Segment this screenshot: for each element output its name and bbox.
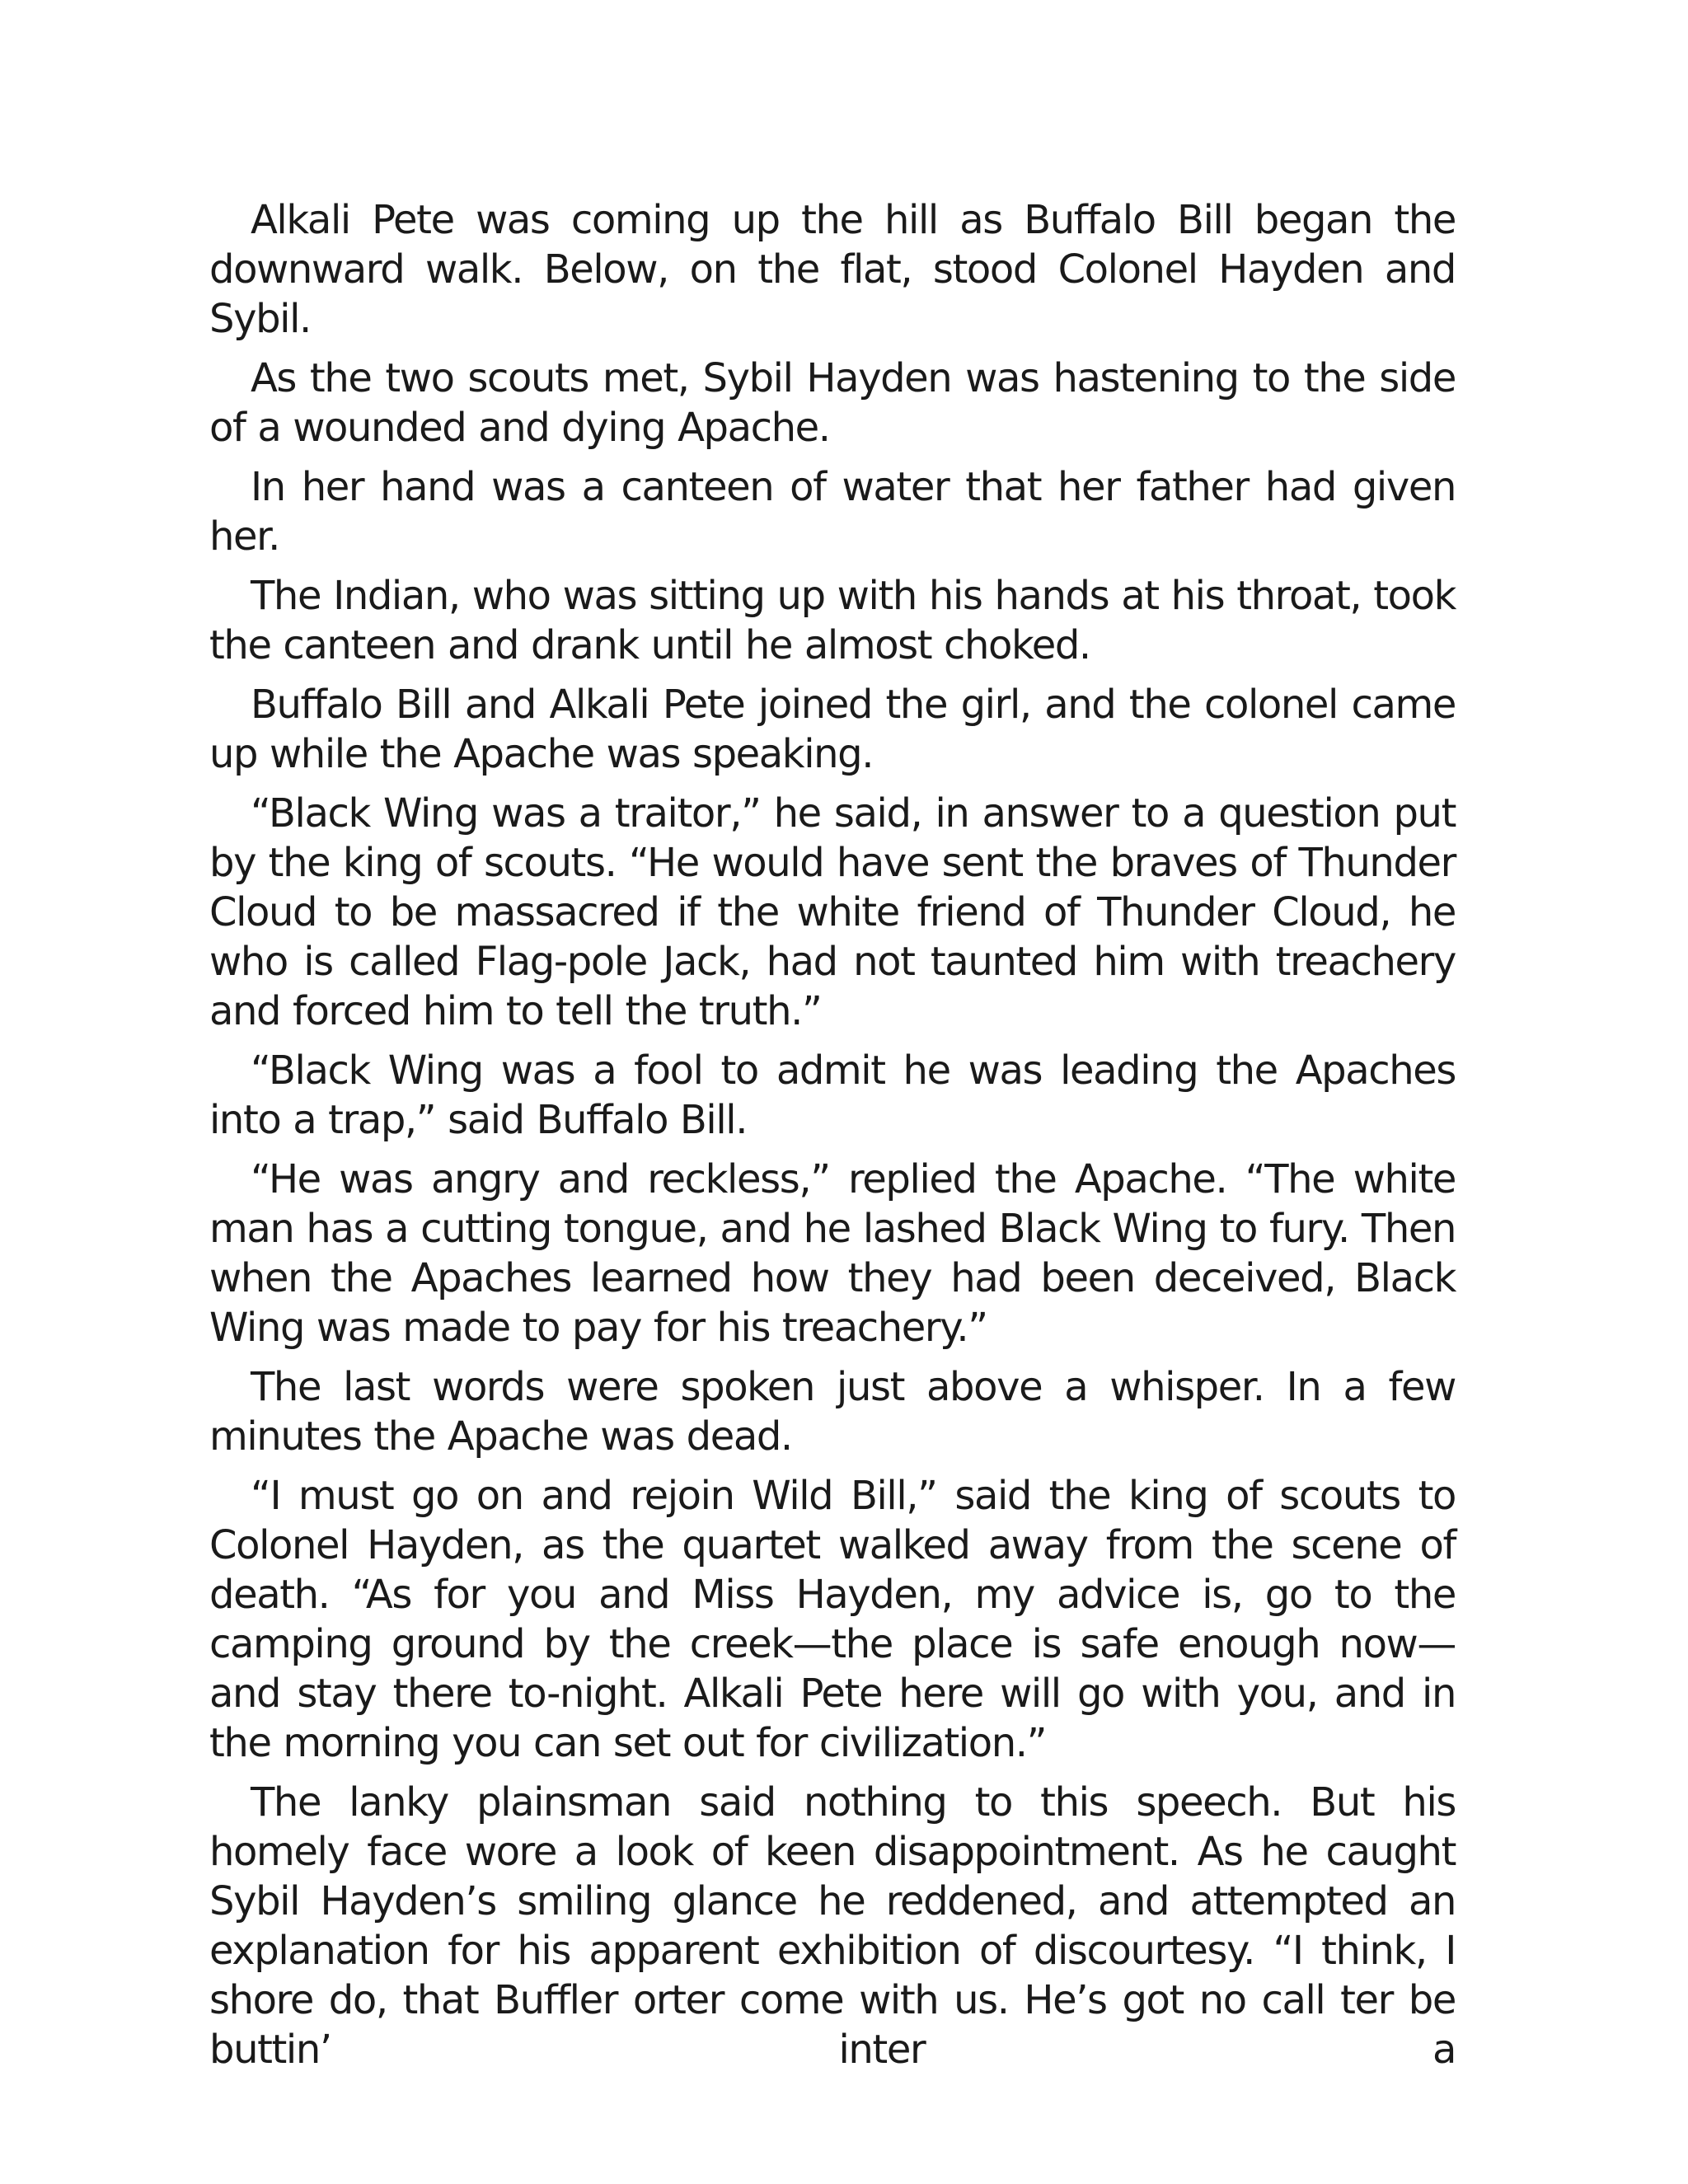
paragraph: The last words were spoken just above a whisper. In a few minutes the Apache was dead. (209, 1364, 1456, 1460)
paragraph: Alkali Pete was coming up the hill as Buffalo Bill began the downward walk. Below, on the flat, stood Colonel Hayden and Sybil. (209, 197, 1456, 342)
paragraph: “I must go on and rejoin Wild Bill,” said the king of scouts to Colonel Hayden, as the quartet walked away from the scene of death. “As for you and Miss Hayden, my advice is, go to the camping ground by the creek—the place is safe enough now—and stay there to-night. Alkali Pete here will go with you, and in the morning you can set out for civilization.” (209, 1473, 1456, 1766)
book-page (209, 195, 1456, 2074)
paragraph: “He was angry and reckless,” replied the Apache. “The white man has a cutting tongue, and he lashed Black Wing to fury. Then when the Apaches learned how they had been deceived, Black Wing was made to pay for his treachery.” (209, 1156, 1456, 1351)
paragraph: The Indian, who was sitting up with his hands at his throat, took the canteen and drank until he almost choked. (209, 573, 1456, 668)
paragraph: The lanky plainsman said nothing to this speech. But his homely face wore a look of keen disappointment. As he caught Sybil Hayden’s smiling glance he reddened, and attempted an explanation for his apparent exhibition of discourtesy. “I think, I shore do, that Buffler orter come with us. He’s got no call ter be buttin’ inter a (209, 1779, 1456, 2073)
paragraph: As the two scouts met, Sybil Hayden was hastening to the side of a wounded and dying Apache. (209, 355, 1456, 451)
paragraph: Buffalo Bill and Alkali Pete joined the girl, and the colonel came up while the Apache was speaking. (209, 682, 1456, 777)
paragraph: “Black Wing was a fool to admit he was leading the Apaches into a trap,” said Buffalo Bill. (209, 1047, 1456, 1143)
paragraph: In her hand was a canteen of water that her father had given her. (209, 464, 1456, 560)
paragraph: “Black Wing was a traitor,” he said, in answer to a question put by the king of scouts. “He would have sent the braves of Thunder Cloud to be massacred if the white friend of Thunder Cloud, he who is called Flag-pole Jack, had not taunted him with treachery and forced him to tell the truth.” (209, 790, 1456, 1034)
